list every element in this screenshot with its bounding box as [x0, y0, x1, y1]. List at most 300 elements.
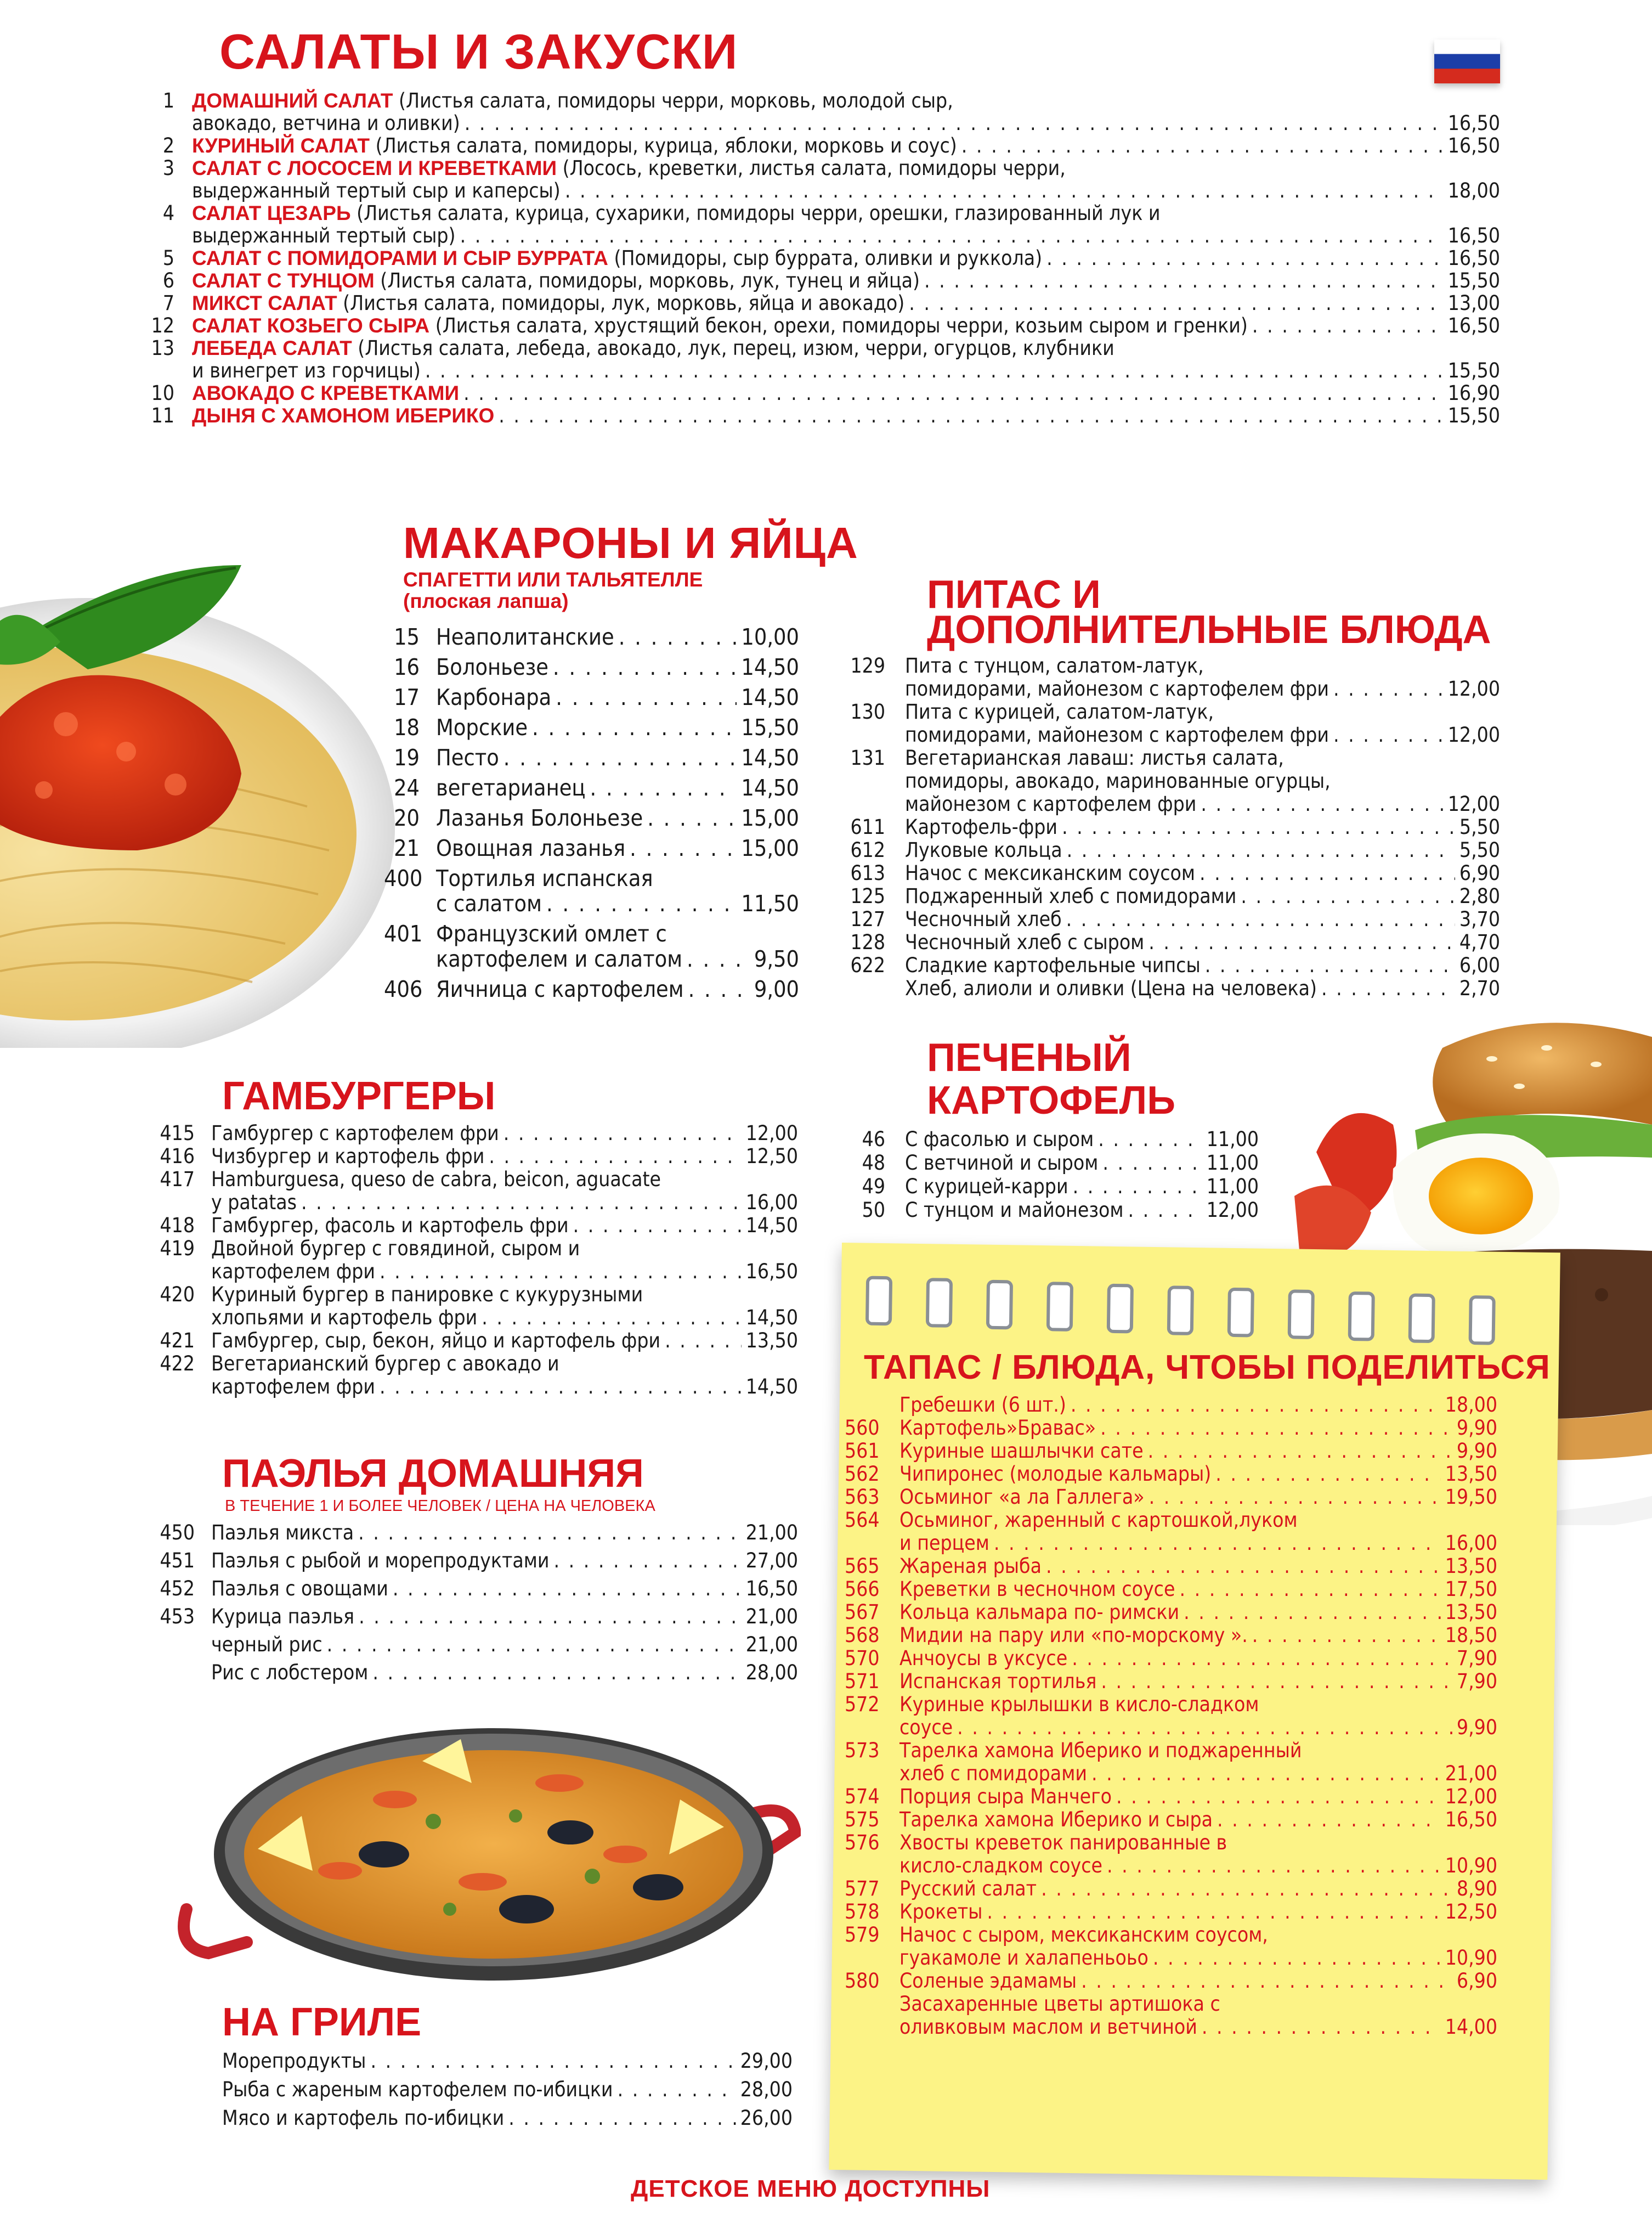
item-name: Порция сыра Манчего	[899, 1785, 1112, 1808]
item-text	[192, 112, 460, 134]
menu-item	[154, 1633, 798, 1656]
menu-item	[845, 954, 1500, 977]
menu-item	[845, 1151, 1259, 1175]
item-line	[905, 839, 1500, 862]
menu-item	[384, 977, 799, 1002]
item-name: хлопьями и картофель фри	[211, 1306, 478, 1329]
item-number: 580	[845, 1969, 880, 1993]
dot-leader	[957, 1716, 1452, 1739]
dot-leader	[1321, 977, 1455, 1000]
item-line	[192, 337, 1500, 359]
item-line	[899, 1463, 1497, 1486]
item-name: Осьминог «а ла Галлега»	[899, 1485, 1145, 1509]
item-number: 406	[384, 976, 423, 1002]
item-line: Пита с тунцом, салатом-латук,	[905, 654, 1204, 678]
item-line	[211, 1605, 798, 1628]
item-price: 14,50	[741, 744, 799, 771]
binding-ring-icon	[1107, 1284, 1134, 1334]
item-number: 415	[160, 1121, 195, 1145]
item-body	[899, 1785, 1497, 1808]
item-name: картофелем фри	[211, 1375, 375, 1398]
item-number: 46	[862, 1127, 885, 1151]
item-name: Испанская тортилья	[899, 1669, 1097, 1693]
item-name: Болоньезе	[436, 654, 548, 680]
item-price: 9,50	[754, 946, 799, 972]
item-number: 15	[394, 624, 420, 650]
item-body	[436, 685, 799, 710]
item-number: 49	[862, 1175, 885, 1198]
item-body	[899, 1509, 1497, 1555]
burgers-list	[154, 1122, 798, 1398]
item-number: 422	[160, 1352, 195, 1375]
dot-leader	[546, 891, 737, 916]
menu-item	[154, 1521, 798, 1544]
item-price: 2,80	[1459, 884, 1500, 908]
menu-item	[845, 1808, 1497, 1831]
item-number: 401	[384, 921, 423, 947]
item-line	[905, 977, 1500, 1000]
dot-leader	[301, 1191, 742, 1214]
item-name: гуакамоле и халапеньоьо	[899, 1946, 1149, 1970]
grill-title: НА ГРИЛЕ	[222, 2000, 422, 2044]
item-number: 20	[394, 805, 420, 831]
menu-item	[845, 1739, 1497, 1785]
item-body	[211, 1352, 798, 1398]
item-price: 11,50	[741, 890, 799, 917]
item-line	[905, 885, 1500, 908]
item-line	[905, 724, 1500, 747]
paella-title: ПАЭЛЬЯ ДОМАШНЯЯ	[222, 1452, 644, 1496]
item-line	[436, 715, 799, 740]
binding-ring-icon	[1167, 1285, 1194, 1335]
item-body	[211, 1577, 798, 1600]
item-name: Креветки в чесночном соусе	[899, 1577, 1175, 1601]
item-name: картофелем и салатом	[436, 946, 683, 972]
dot-leader	[1201, 793, 1443, 816]
menu-item	[845, 1509, 1497, 1555]
dot-leader	[372, 1661, 741, 1684]
dot-leader	[393, 1577, 742, 1600]
item-price: 13,50	[1445, 1600, 1497, 1624]
item-line: Тарелка хамона Иберико и поджаренный	[899, 1739, 1302, 1762]
menu-item	[148, 292, 1500, 314]
potato-title-line-1: ПЕЧЕНЫЙ	[927, 1036, 1131, 1080]
dot-leader	[503, 745, 737, 770]
item-price: 16,50	[1447, 134, 1500, 157]
item-number: 7	[162, 291, 174, 315]
dot-leader	[573, 1214, 742, 1237]
item-text	[192, 382, 459, 404]
item-description: авокадо, ветчина и оливки)	[192, 111, 460, 135]
item-body	[905, 655, 1500, 701]
menu-item	[384, 655, 799, 680]
item-line	[899, 1854, 1497, 1877]
item-name: Картофель»Бравас»	[899, 1416, 1096, 1440]
menu-item	[845, 1624, 1497, 1647]
dot-leader	[380, 1260, 742, 1283]
item-line	[899, 1601, 1497, 1624]
binding-ring-icon	[1046, 1282, 1073, 1332]
item-number: 453	[160, 1605, 195, 1628]
item-number: 128	[850, 930, 885, 954]
pasta-list	[384, 624, 799, 1007]
item-price: 16,90	[1447, 381, 1500, 405]
item-number: 18	[394, 714, 420, 741]
item-body	[899, 1900, 1497, 1923]
tapas-list	[845, 1394, 1497, 2039]
dot-leader	[1333, 678, 1444, 701]
item-body	[899, 1831, 1497, 1877]
item-body	[905, 839, 1500, 862]
dot-leader	[327, 1633, 742, 1656]
item-price: 7,90	[1456, 1669, 1497, 1693]
grill-list	[222, 2049, 793, 2134]
item-line	[899, 1417, 1497, 1440]
item-name: помидорами, майонезом с картофелем фри	[905, 677, 1329, 701]
dot-leader	[619, 624, 737, 650]
menu-item	[845, 1785, 1497, 1808]
item-number: 48	[862, 1151, 885, 1175]
item-line	[211, 1521, 798, 1544]
menu-item	[845, 931, 1500, 954]
dot-leader	[1101, 1670, 1452, 1693]
item-text	[192, 404, 494, 427]
item-price: 9,90	[1456, 1439, 1497, 1463]
dot-leader	[924, 269, 1444, 292]
dot-leader	[590, 775, 737, 800]
item-body	[899, 1923, 1497, 1970]
item-name: Куриные шашлычки сате	[899, 1439, 1144, 1463]
item-line	[192, 382, 1500, 404]
dot-leader	[1128, 1198, 1202, 1222]
menu-item	[384, 921, 799, 972]
item-line	[905, 862, 1500, 885]
kids-menu-footer: ДЕТСКОЕ МЕНЮ ДОСТУПНЫ	[631, 2175, 991, 2202]
item-line	[436, 977, 799, 1002]
menu-item	[845, 1900, 1497, 1923]
item-body	[905, 862, 1500, 885]
item-name: САЛАТ С ЛОСОСЕМ И КРЕВЕТКАМИ	[192, 157, 557, 179]
item-description: (Листья салата, помидоры, курица, яблоки, морковь и соус)	[370, 134, 957, 157]
item-text	[192, 359, 421, 382]
binding-ring-icon	[865, 1276, 892, 1326]
item-name: Крокеты	[899, 1900, 983, 1923]
item-body	[211, 1283, 798, 1329]
item-line	[899, 1647, 1497, 1670]
item-body	[899, 1394, 1497, 1417]
item-name: хлеб с помидорами	[899, 1762, 1087, 1785]
item-body	[899, 1670, 1497, 1693]
item-body	[899, 1624, 1497, 1647]
dot-leader	[1072, 1647, 1452, 1670]
item-body	[192, 314, 1500, 337]
pasta-title: МАКАРОНЫ И ЯЙЦА	[403, 518, 858, 567]
item-description: (Листья салата, курица, сухарики, помидоры черри, орешки, глазированный лук и	[350, 201, 1161, 225]
item-price: 14,50	[745, 1306, 798, 1329]
item-body	[192, 382, 1500, 404]
item-price: 2,70	[1459, 977, 1500, 1000]
item-price: 26,00	[740, 2106, 793, 2130]
item-price: 8,90	[1456, 1877, 1497, 1900]
item-line	[192, 134, 1500, 157]
item-body	[905, 1151, 1259, 1175]
item-line	[192, 247, 1500, 269]
item-name: Чесночный хлеб с сыром	[905, 930, 1145, 954]
dot-leader	[647, 805, 737, 831]
item-number: 572	[845, 1693, 880, 1716]
item-line	[899, 1716, 1497, 1739]
item-body	[192, 292, 1500, 314]
item-name: Лазанья Болоньезе	[436, 805, 643, 831]
item-body	[905, 816, 1500, 839]
menu-item	[384, 745, 799, 770]
item-name: САЛАТ КОЗЬЕГО СЫРА	[192, 314, 430, 337]
item-description: (Лосось, креветки, листья салата, помидоры черри,	[557, 156, 1066, 180]
item-body	[192, 157, 1500, 202]
dot-leader	[909, 292, 1444, 314]
item-body	[905, 931, 1500, 954]
dot-leader	[1081, 1970, 1452, 1993]
dot-leader	[359, 1605, 742, 1628]
item-price: 4,70	[1459, 930, 1500, 954]
item-description: (Листья салата, помидоры, лук, морковь, яйца и авокадо)	[337, 291, 905, 315]
item-body	[899, 1693, 1497, 1739]
item-price: 12,00	[1447, 677, 1500, 701]
item-line	[192, 157, 1500, 179]
item-line: Тортилья испанская	[436, 865, 653, 892]
item-name: Чесночный хлеб	[905, 907, 1062, 931]
item-price: 5,50	[1459, 815, 1500, 839]
item-name: вегетарианец	[436, 775, 586, 801]
menu-item	[845, 1127, 1259, 1151]
dot-leader	[1091, 1762, 1441, 1785]
item-number: 1	[162, 89, 174, 112]
item-line	[899, 1624, 1497, 1647]
menu-item	[154, 1168, 798, 1214]
item-line	[899, 2016, 1497, 2039]
binding-ring-icon	[1227, 1288, 1254, 1338]
menu-item	[154, 1237, 798, 1283]
item-price: 16,50	[745, 1577, 798, 1600]
item-line	[436, 745, 799, 770]
item-body	[899, 1440, 1497, 1463]
item-number: 4	[162, 201, 174, 225]
item-number: 567	[845, 1600, 880, 1624]
item-line	[905, 931, 1500, 954]
item-price: 21,00	[1445, 1762, 1497, 1785]
item-price: 14,50	[741, 654, 799, 680]
item-number: 611	[850, 815, 885, 839]
item-name: С ветчиной и сыром	[905, 1151, 1099, 1175]
item-body	[899, 1463, 1497, 1486]
dot-leader	[1062, 816, 1455, 839]
dot-leader	[630, 836, 737, 861]
item-name: Неаполитанские	[436, 624, 614, 650]
dot-leader	[1041, 1877, 1452, 1900]
item-body	[905, 701, 1500, 747]
item-body	[905, 1198, 1259, 1222]
item-number: 563	[845, 1485, 880, 1509]
item-price: 6,90	[1456, 1969, 1497, 1993]
item-name: Мясо и картофель по-ибицки	[222, 2106, 505, 2130]
item-price: 9,90	[1456, 1416, 1497, 1440]
item-name: ДЫНЯ С ХАМОНОМ ИБЕРИКО	[192, 404, 495, 427]
item-number: 574	[845, 1785, 880, 1808]
menu-item	[384, 866, 799, 916]
item-name: Гребешки (6 шт.)	[899, 1393, 1066, 1417]
item-name: ДОМАШНИЙ САЛАТ	[192, 89, 393, 112]
item-price: 11,00	[1206, 1127, 1259, 1151]
item-body	[899, 1486, 1497, 1509]
item-name: Паэлья микста	[211, 1521, 354, 1544]
item-body	[905, 747, 1500, 816]
item-number: 451	[160, 1549, 195, 1572]
item-line	[211, 1375, 798, 1398]
menu-item	[384, 775, 799, 800]
item-body	[436, 715, 799, 740]
item-number: 450	[160, 1521, 195, 1544]
item-line: помидоры, авокадо, маринованные огурцы,	[905, 769, 1331, 793]
menu-item	[845, 1647, 1497, 1670]
menu-item	[154, 1661, 798, 1684]
item-number: 50	[862, 1198, 885, 1222]
item-line	[905, 816, 1500, 839]
item-name: Жареная рыба	[899, 1554, 1042, 1578]
menu-item	[845, 701, 1500, 747]
menu-item	[148, 269, 1500, 292]
item-body	[211, 1633, 798, 1656]
menu-item	[845, 1175, 1259, 1198]
menu-item	[154, 1605, 798, 1628]
item-body	[192, 134, 1500, 157]
item-number: 12	[151, 314, 174, 337]
spaghetti-photo	[0, 543, 395, 1048]
item-price: 14,50	[741, 684, 799, 710]
item-price: 9,90	[1456, 1716, 1497, 1739]
item-price: 12,00	[1445, 1785, 1497, 1808]
item-body	[899, 1578, 1497, 1601]
item-number: 127	[850, 907, 885, 931]
item-body	[211, 1122, 798, 1145]
item-price: 29,00	[740, 2049, 793, 2073]
item-name: Чизбургер и картофель фри	[211, 1144, 485, 1168]
item-body	[211, 1521, 798, 1544]
item-body	[905, 954, 1500, 977]
item-line	[899, 1486, 1497, 1509]
menu-item	[845, 655, 1500, 701]
binding-ring-icon	[1288, 1289, 1315, 1339]
dot-leader	[1107, 1854, 1441, 1877]
item-body	[192, 89, 1500, 134]
item-line	[899, 1808, 1497, 1831]
item-line	[905, 1198, 1259, 1222]
item-line	[192, 404, 1500, 427]
item-price: 16,50	[1447, 224, 1500, 247]
dot-leader	[556, 685, 737, 710]
item-line: Французский омлет с	[436, 921, 667, 947]
menu-item	[154, 1577, 798, 1600]
dot-leader	[508, 2106, 736, 2130]
item-line	[192, 359, 1500, 382]
item-body	[222, 2106, 793, 2130]
item-price: 16,50	[745, 1260, 798, 1283]
dot-leader	[1149, 931, 1455, 954]
item-name: Мидии на пару или «по-морскому ».	[899, 1623, 1248, 1647]
item-body	[899, 1417, 1497, 1440]
item-name: Паэлья с овощами	[211, 1577, 388, 1600]
dot-leader	[553, 1549, 741, 1572]
item-description: выдержанный тертый сыр)	[192, 224, 456, 247]
item-body	[436, 866, 799, 916]
item-line	[905, 678, 1500, 701]
item-line	[905, 954, 1500, 977]
item-line	[222, 2049, 793, 2073]
item-number: 2	[162, 134, 174, 157]
item-price: 10,90	[1445, 1854, 1497, 1877]
item-body	[211, 1145, 798, 1168]
item-name: майонезом с картофелем фри	[905, 792, 1197, 816]
dot-leader	[1252, 1624, 1441, 1647]
item-number: 125	[850, 884, 885, 908]
item-price: 14,50	[745, 1375, 798, 1398]
item-number: 564	[845, 1508, 880, 1532]
menu-item	[845, 1831, 1497, 1877]
item-price: 15,00	[741, 805, 799, 831]
item-number: 6	[162, 269, 174, 292]
item-text	[192, 269, 920, 292]
item-line	[211, 1214, 798, 1237]
item-number: 417	[160, 1167, 195, 1191]
item-line	[211, 1329, 798, 1352]
binding-ring-icon	[1348, 1291, 1375, 1341]
dot-leader	[1098, 1127, 1202, 1151]
menu-item	[845, 1670, 1497, 1693]
item-number: 420	[160, 1283, 195, 1306]
item-line	[211, 1122, 798, 1145]
item-line	[899, 1555, 1497, 1578]
burgers-title: ГАМБУРГЕРЫ	[222, 1074, 496, 1118]
item-line	[436, 624, 799, 650]
item-price: 21,00	[745, 1521, 798, 1544]
item-line	[222, 2077, 793, 2102]
item-price: 12,00	[1447, 792, 1500, 816]
item-price: 21,00	[745, 1633, 798, 1656]
dot-leader	[1202, 2016, 1441, 2039]
item-number: 5	[162, 246, 174, 270]
item-number: 11	[151, 404, 174, 427]
dot-leader	[1116, 1785, 1441, 1808]
item-line	[905, 1127, 1259, 1151]
dot-leader	[499, 404, 1443, 427]
menu-item	[222, 2077, 793, 2102]
item-line	[192, 292, 1500, 314]
russian-flag-icon	[1434, 40, 1500, 83]
menu-item	[845, 839, 1500, 862]
item-name: и перцем	[899, 1531, 989, 1555]
item-price: 12,00	[745, 1121, 798, 1145]
dot-leader	[380, 1375, 742, 1398]
item-price: 12,00	[1447, 723, 1500, 747]
item-name: Рыба с жареным картофелем по-ибицки	[222, 2078, 613, 2101]
item-price: 28,00	[745, 1661, 798, 1684]
item-description: (Листья салата, хрустящий бекон, орехи, помидоры черри, козьим сыром и гренки)	[429, 314, 1248, 337]
item-number: 578	[845, 1900, 880, 1923]
item-name: Кольца кальмара по- римски	[899, 1600, 1180, 1624]
item-body	[211, 1661, 798, 1684]
item-price: 15,50	[1447, 269, 1500, 292]
menu-item	[384, 685, 799, 710]
binding-ring-icon	[1469, 1295, 1496, 1345]
